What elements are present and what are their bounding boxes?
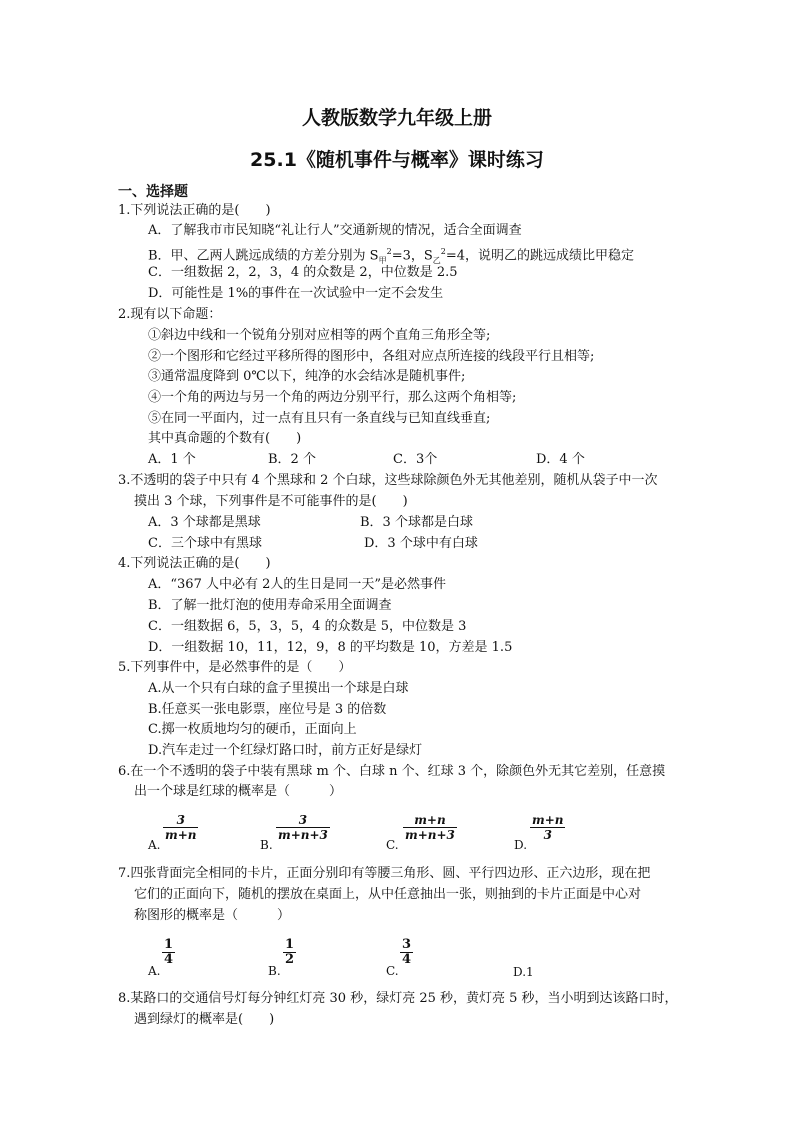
question-4-stem: 4.下列说法正确的是( ) [118,556,271,571]
question-6-option-b-label: B. [260,838,273,852]
question-2-option-b: B．2 个 [268,452,316,467]
question-4-option-c: C．一组数据 6，5，3，5，4 的众数是 5，中位数是 3 [148,619,467,634]
question-7-stem-line-1: 7.四张背面完全相同的卡片，正面分别印有等腰三角形、圆、平行四边形、正六边形，现在把 [118,866,651,881]
question-4-option-d: D．一组数据 10，11，12，9，8 的平均数是 10，方差是 1.5 [148,640,513,655]
question-3-option-d: D．3 个球中有白球 [364,536,478,551]
question-7-option-c-label: C. [386,964,399,978]
question-2-option-c: C．3个 [393,452,438,467]
question-7-option-b-label: B. [268,964,281,978]
question-1-stem: 1.下列说法正确的是( ) [118,203,271,218]
question-6-option-a-label: A. [148,838,161,852]
question-6-stem-line-1: 6.在一个不透明的袋子中装有黑球 m 个、白球 n 个、红球 3 个，除颜色外无其它差别，任意摸 [118,764,666,779]
question-2-option-a: A．1 个 [148,452,196,467]
question-8-stem-line-1: 8.某路口的交通信号灯每分钟红灯亮 30 秒，绿灯亮 25 秒，黄灯亮 5 秒，当小明到达该路口时， [118,991,678,1006]
question-1-option-d: D．可能性是 1%的事件在一次试验中一定不会发生 [148,286,444,301]
question-6-option-c-fraction: $\frac{m+n}{m+n+3}$ [405,813,455,842]
question-7-option-b-fraction: $\frac{1}{2}$ [285,937,295,967]
question-5-stem: 5.下列事件中，是必然事件的是（ ） [118,660,352,675]
question-7-option-a-fraction: $\frac{1}{4}$ [164,937,174,967]
question-1-option-b: B．甲、乙两人跳远成绩的方差分别为 $S_甲^2=3$，$S_乙^2=4$，说明乙的跳远成绩比甲稳定 [148,247,635,265]
question-6-stem-line-2: 出一个球是红球的概率是（ ） [134,784,343,799]
question-3-stem-line-2: 摸出 3 个球，下列事件是不可能事件的是( ) [134,494,408,509]
question-2-statement-5: ⑤在同一平面内，过一点有且只有一条直线与已知直线垂直; [148,411,491,426]
question-3-stem-line-1: 3.不透明的袋子中只有 4 个黑球和 2 个白球，这些球除颜色外无其他差别，随机从袋子中一次 [118,473,658,488]
question-7-stem-line-3: 称图形的概率是（ ） [134,908,291,923]
question-2-statement-2: ②一个图形和它经过平移所得的图形中，各组对应点所连接的线段平行且相等; [148,349,595,364]
question-3-option-b: B．3 个球都是白球 [360,515,473,530]
page-title: 人教版数学九年级上册 [301,107,492,129]
question-7-option-a-label: A. [148,964,161,978]
question-2-stem: 2.现有以下命题： [118,307,222,322]
question-2-option-d: D．4 个 [536,452,585,467]
question-7-option-c-fraction: $\frac{3}{4}$ [402,937,412,967]
question-2-ask: 其中真命题的个数有( ) [148,431,302,446]
question-5-option-c: C.掷一枚质地均匀的硬币，正面向上 [148,722,357,737]
question-6-option-b-fraction: $\frac{3}{m+n+3}$ [278,813,328,842]
question-5-option-b: B.任意买一张电影票，座位号是 3 的倍数 [148,702,387,717]
question-2-statement-1: ①斜边中线和一个锐角分别对应相等的两个直角三角形全等; [148,328,491,343]
question-1-option-c: C．一组数据 2，2，3，4 的众数是 2，中位数是 2.5 [148,265,458,280]
question-6-option-d-fraction: $\frac{m+n}{3}$ [532,813,564,842]
question-6-option-d-label: D. [514,838,528,852]
section-heading: 一、选择题 [118,184,188,200]
question-7-option-d: D.1 [513,965,534,979]
question-4-option-b: B．了解一批灯泡的使用寿命采用全面调查 [148,598,392,613]
question-6-option-c-label: C. [386,838,399,852]
question-3-option-a: A．3 个球都是黑球 [148,515,261,530]
question-1-option-a: A．了解我市市民知晓“礼让行人”交通新规的情况，适合全面调查 [148,223,522,238]
page-subtitle: 25.1《随机事件与概率》课时练习 [250,149,544,171]
question-4-option-a: A．“367 人中必有 2人的生日是同一天”是必然事件 [148,577,447,592]
question-5-option-a: A.从一个只有白球的盒子里摸出一个球是白球 [148,681,409,696]
question-5-option-d: D.汽车走过一个红绿灯路口时，前方正好是绿灯 [148,743,423,758]
question-8-stem-line-2: 遇到绿灯的概率是( ) [134,1012,275,1027]
question-2-statement-4: ④一个角的两边与另一个角的两边分别平行，那么这两个角相等; [148,390,517,405]
question-3-option-c: C．三个球中有黑球 [148,536,262,551]
question-2-statement-3: ③通常温度降到 0℃以下，纯净的水会结冰是随机事件; [148,369,466,384]
question-7-stem-line-2: 它们的正面向下，随机的摆放在桌面上，从中任意抽出一张，则抽到的卡片正面是中心对 [134,887,642,902]
question-6-option-a-fraction: $\frac{3}{m+n}$ [165,813,197,842]
